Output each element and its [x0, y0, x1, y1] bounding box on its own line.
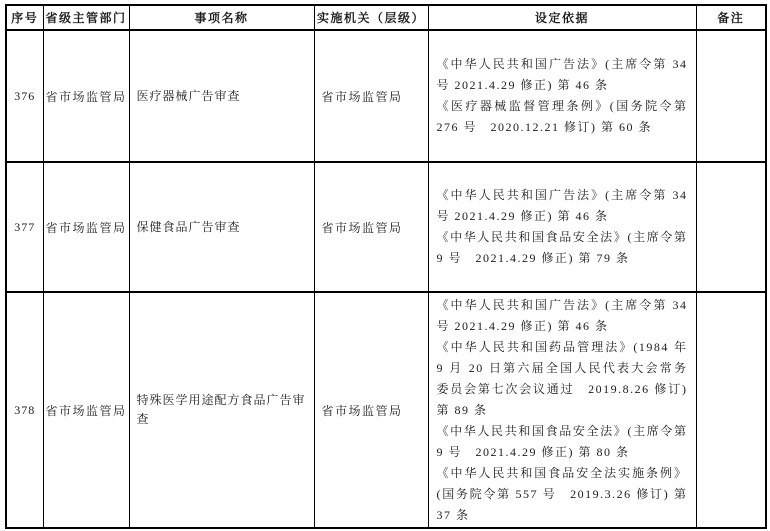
seq-cell: 378: [6, 292, 43, 528]
column-header-dept: 省级主管部门: [43, 5, 129, 30]
seq-cell: 377: [6, 162, 43, 292]
seq-cell: 376: [6, 30, 43, 162]
remark-cell: [696, 292, 766, 528]
table-row: [6, 30, 766, 162]
legal-basis-entry: 《中华人民共和国药品管理法》(1984 年 9 月 20 日第六届全国人民代表大会常务委员会第七次会议通过 2019.8.26 修订) 第 89 条: [436, 339, 688, 417]
legal-basis-entry: 《中华人民共和国食品安全法》(主席令第 9 号 2021.4.29 修正) 第 80 条: [436, 423, 688, 459]
legal-basis-entry: 《中华人民共和国食品安全法》(主席令第 9 号 2021.4.29 修正) 第 79 条: [436, 230, 688, 265]
item-cell: 特殊医学用途配方食品广告审查: [129, 292, 314, 528]
legal-basis-entry: 《医疗器械监督管理条例》(国务院令第 276 号 2020.12.21 修订) 第 60 条: [436, 99, 688, 134]
dept-cell: 省市场监管局: [43, 162, 129, 292]
table-header: [6, 5, 766, 30]
remark-cell: [696, 30, 766, 162]
column-header-remark: 备注: [696, 5, 766, 30]
legal-basis-entry: 《中华人民共和国广告法》(主席令第 34 号 2021.4.29 修正) 第 46 条: [436, 57, 688, 92]
column-header-seq: 序号: [6, 5, 43, 30]
table-header-row: [6, 5, 766, 30]
dept-cell: 省市场监管局: [43, 292, 129, 528]
table-row: [6, 292, 766, 528]
table-body: [6, 30, 766, 528]
basis-cell: [428, 292, 696, 528]
legal-basis-entry: 《中华人民共和国广告法》(主席令第 34 号 2021.4.29 修正) 第 46 条: [436, 188, 688, 223]
approval-items-table: [5, 4, 767, 529]
dept-cell: 省市场监管局: [43, 30, 129, 162]
column-header-basis: 设定依据: [428, 5, 696, 30]
agency-cell: 省市场监管局: [314, 292, 428, 528]
remark-cell: [696, 162, 766, 292]
column-header-item: 事项名称: [129, 5, 314, 30]
agency-cell: 省市场监管局: [314, 162, 428, 292]
legal-basis-entry: 《中华人民共和国广告法》(主席令第 34 号 2021.4.29 修正) 第 46 条: [436, 297, 688, 333]
agency-cell: 省市场监管局: [314, 30, 428, 162]
table-row: [6, 162, 766, 292]
basis-cell: [428, 30, 696, 162]
item-cell: 医疗器械广告审查: [129, 30, 314, 162]
basis-cell: [428, 162, 696, 292]
legal-basis-entry: 《中华人民共和国食品安全法实施条例》(国务院令第 557 号 2019.3.26 修订) 第 37 条: [436, 465, 688, 522]
item-cell: 保健食品广告审查: [129, 162, 314, 292]
column-header-agency: 实施机关（层级）: [314, 5, 428, 30]
